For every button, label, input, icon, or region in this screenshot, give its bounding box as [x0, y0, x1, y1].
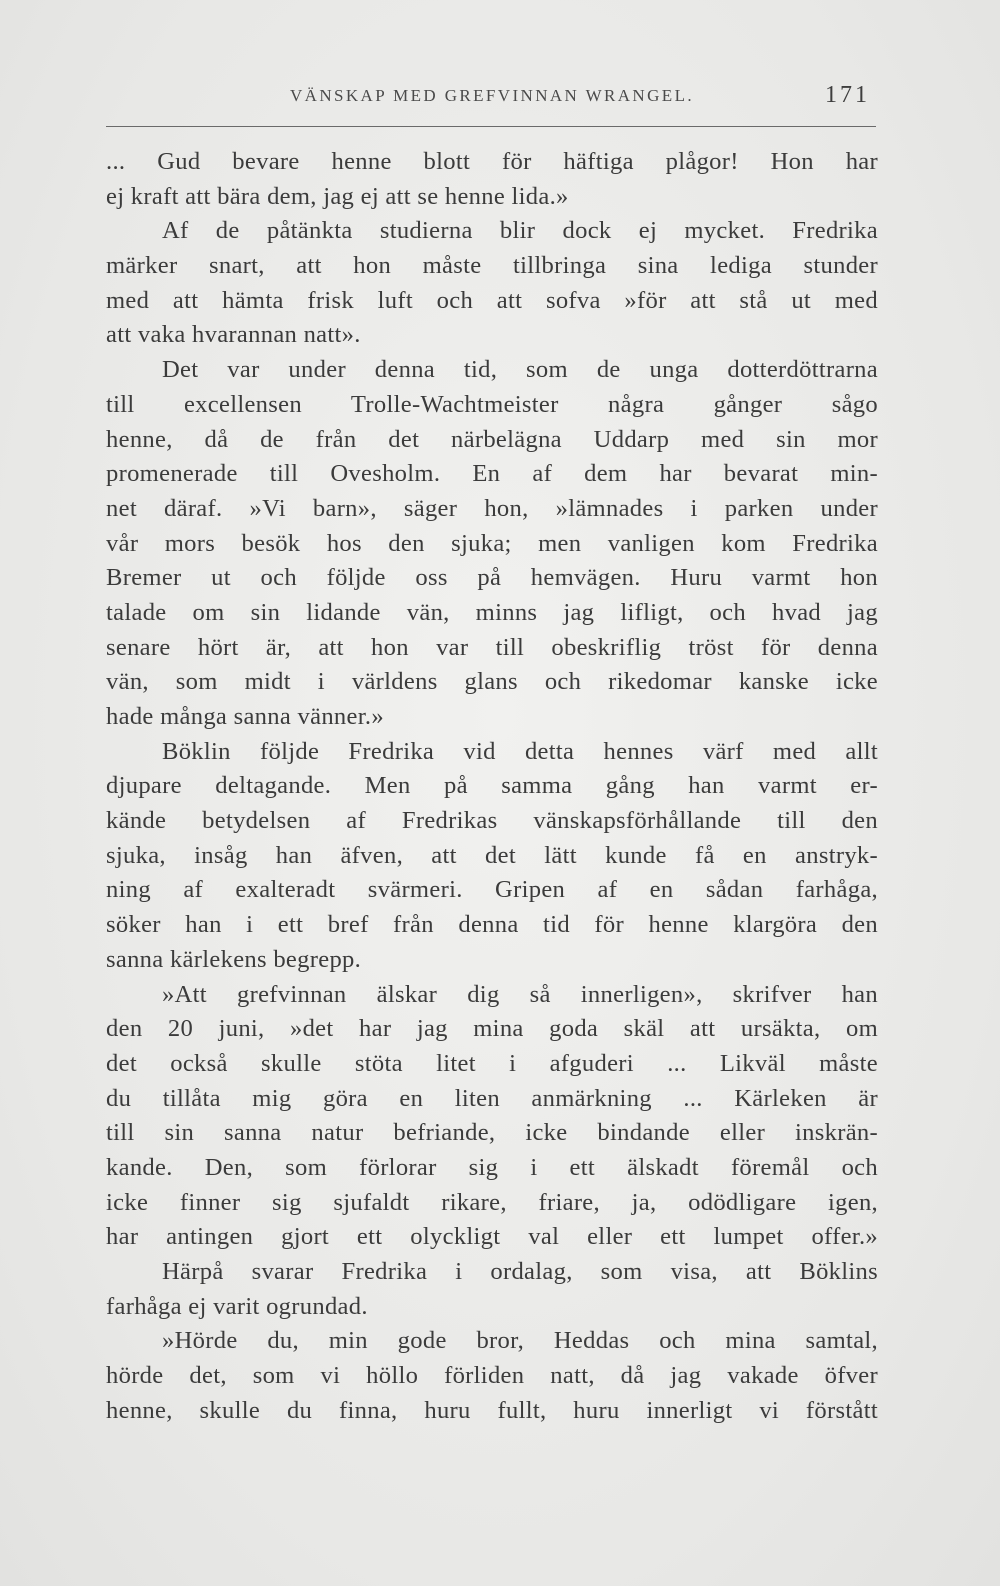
text-line: vän, som midt i världens glans och rikedomar kanske icke [106, 668, 878, 696]
text-line: farhåga ej varit ogrundad. [106, 1292, 368, 1320]
running-title: VÄNSKAP MED GREFVINNAN WRANGEL. [289, 86, 694, 105]
header-rule [106, 126, 876, 127]
text-line: ... Gud bevare henne blott för häftiga plågor! Hon har [106, 148, 878, 175]
text-line: icke finner sig sjufaldt rikare, friare, ja, odödligare igen, [106, 1188, 878, 1216]
text-line: Böklin följde Fredrika vid detta hennes värf med allt [162, 737, 878, 765]
text-line: ning af exalteradt svärmeri. Gripen af en sådan farhåga, [106, 876, 878, 904]
running-head [106, 82, 878, 112]
text-line: med att hämta frisk luft och att sofva »för att stå ut med [106, 286, 878, 314]
text-line: det också skulle stöta litet i afguderi ... Likväl måste [106, 1049, 878, 1077]
text-line: talade om sin lidande vän, minns jag lifligt, och hvad jag [106, 598, 878, 626]
text-line: till sin sanna natur befriande, icke bindande eller inskrän- [106, 1119, 878, 1147]
text-line: söker han i ett bref från denna tid för henne klargöra den [106, 911, 878, 939]
text-line: Härpå svarar Fredrika i ordalag, som visa, att Böklins [162, 1258, 878, 1285]
text-line: du tillåta mig göra en liten anmärkning ... Kärleken är [106, 1084, 878, 1112]
text-line: märker snart, att hon måste tillbringa sina lediga stunder [106, 252, 878, 280]
text-line: att vaka hvarannan natt». [106, 321, 361, 349]
text-line: Bremer ut och följde oss på hemvägen. Huru varmt hon [106, 564, 878, 592]
text-line: ej kraft att bära dem, jag ej att se henne lida.» [106, 182, 569, 210]
text-line: sanna kärlekens begrepp. [106, 945, 362, 973]
text-line: »Att grefvinnan älskar dig så innerligen», skrifver han [162, 980, 878, 1008]
text-line: djupare deltagande. Men på samma gång han varmt er- [106, 772, 878, 800]
text-line: promenerade till Ovesholm. En af dem har bevarat min- [106, 460, 878, 488]
text-line: har antingen gjort ett olyckligt val eller ett lumpet offer.» [106, 1223, 878, 1251]
text-line: Af de påtänkta studierna blir dock ej mycket. Fredrika [162, 217, 878, 245]
text-line: henne, skulle du finna, huru fullt, huru innerligt vi förstått [106, 1396, 878, 1424]
text-line: net däraf. »Vi barn», säger hon, »lämnades i parken under [106, 494, 878, 522]
text-line: sjuka, insåg han äfven, att det lätt kunde få en anstryk- [106, 841, 878, 869]
text-line: kände betydelsen af Fredrikas vänskapsförhållande till den [106, 807, 878, 835]
text-line: vår mors besök hos den sjuka; men vanligen kom Fredrika [106, 529, 878, 557]
text-line: Det var under denna tid, som de unga dotterdöttrarna [162, 356, 878, 384]
text-line: senare hört är, att hon var till obeskriflig tröst för denna [106, 633, 878, 661]
text-line: henne, då de från det närbelägna Uddarp med sin mor [106, 425, 878, 453]
page-number: 171 [825, 82, 870, 108]
text-line: hörde det, som vi höllo förliden natt, då jag vakade öfver [106, 1362, 878, 1390]
body-text [106, 145, 878, 1428]
text-line: hade många sanna vänner.» [106, 703, 384, 730]
text-line: »Hörde du, min gode bror, Heddas och mina samtal, [162, 1327, 878, 1355]
text-line: den 20 juni, »det har jag mina goda skäl att ursäkta, om [106, 1015, 878, 1043]
text-line: kande. Den, som förlorar sig i ett älskadt föremål och [106, 1153, 878, 1181]
text-line: till excellensen Trolle-Wachtmeister några gånger sågo [106, 390, 878, 418]
